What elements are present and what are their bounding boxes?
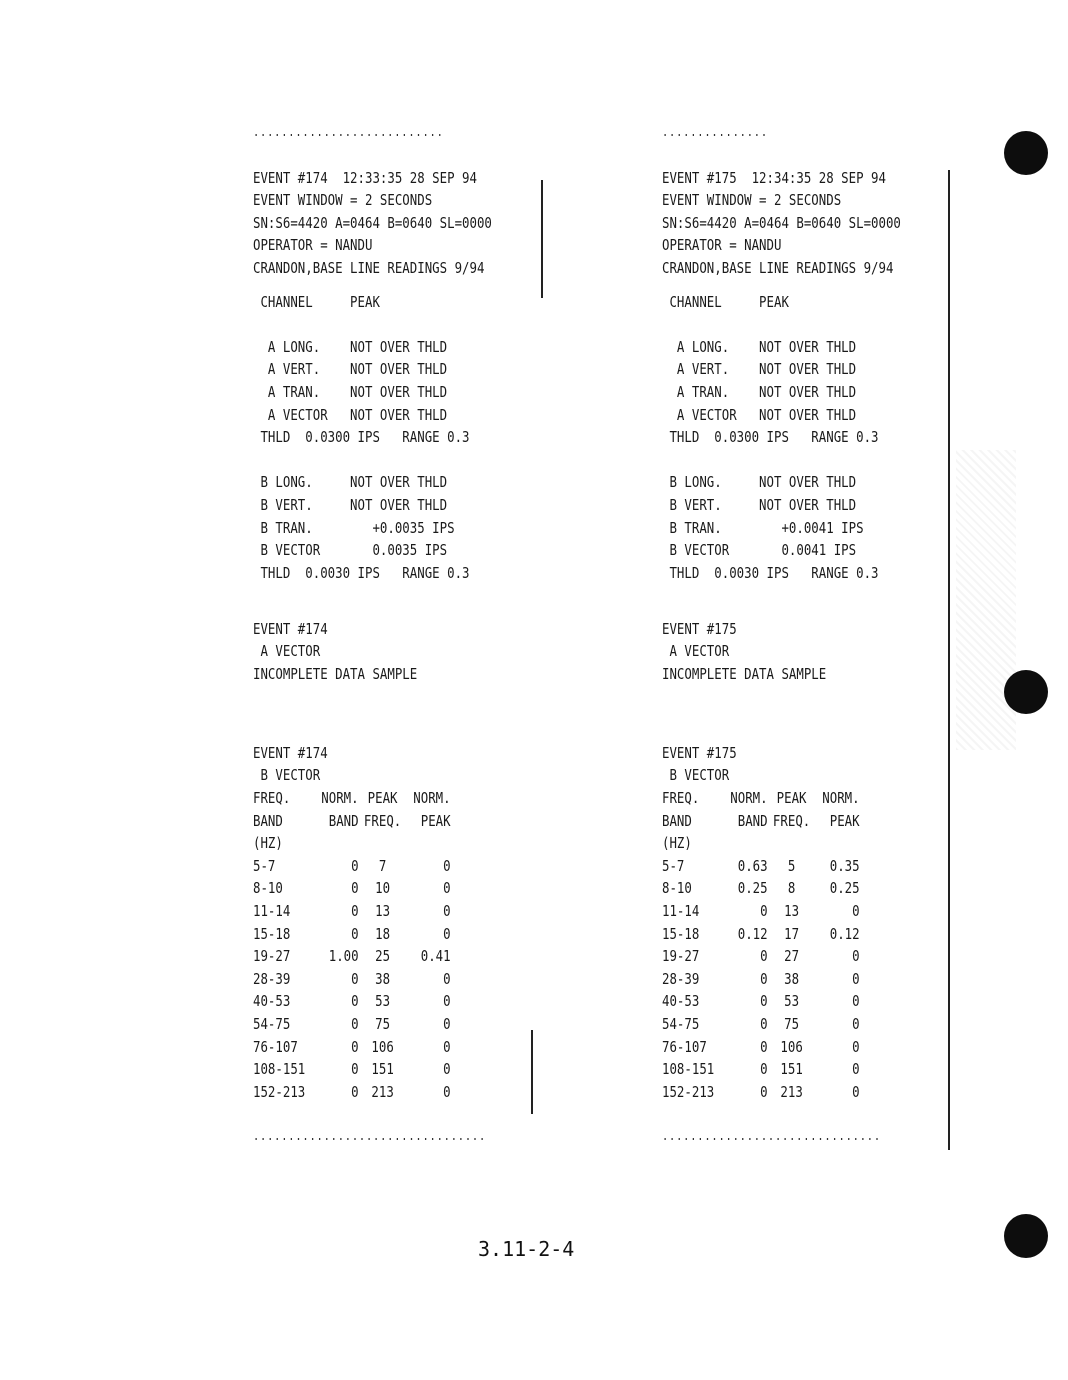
a-threshold-line: THLD 0.0300 IPS RANGE 0.3 [253, 428, 470, 447]
b-long-reading: B LONG. NOT OVER THLD [253, 473, 448, 492]
freq-header-row: BAND BAND FREQ. PEAK [662, 811, 860, 830]
freq-header-row: FREQ. NORM. PEAK NORM. [662, 789, 860, 808]
tear-dots-top: ........................... [253, 125, 444, 140]
freq-header-row: (HZ) [253, 834, 283, 853]
a-vector-label: A VECTOR [662, 642, 730, 661]
event-header: EVENT #175 12:34:35 28 SEP 94 [662, 168, 886, 187]
freq-row: 5-7 0 7 0 [253, 856, 451, 875]
a-vector-label: A VECTOR [253, 642, 321, 661]
freq-row: 11-14 0 13 0 [662, 902, 860, 920]
location-line: CRANDON,BASE LINE READINGS 9/94 [253, 258, 485, 277]
freq-row: 15-18 0 18 0 [253, 924, 451, 943]
a-vector-reading: A VECTOR NOT OVER THLD [253, 405, 448, 424]
b-threshold-line: THLD 0.0030 IPS RANGE 0.3 [662, 563, 879, 582]
serial-line: SN:S6=4420 A=0464 B=0640 SL=0000 [253, 213, 492, 232]
freq-row: 152-213 0 213 0 [253, 1082, 451, 1101]
freq-header-row: FREQ. NORM. PEAK NORM. [253, 789, 451, 808]
strip-edge-line [948, 170, 950, 1150]
channel-peak-header: CHANNEL PEAK [253, 292, 380, 311]
tear-dots-bottom: ............................... [662, 1128, 881, 1144]
freq-row: 5-7 0.63 5 0.35 [662, 856, 860, 875]
b-long-reading: B LONG. NOT OVER THLD [662, 473, 857, 492]
strip-edge-line [541, 180, 543, 298]
freq-row: 15-18 0.12 17 0.12 [662, 924, 860, 943]
b-tran-reading: B TRAN. +0.0035 IPS [253, 518, 455, 537]
freq-row: 54-75 0 75 0 [662, 1014, 860, 1033]
b-event-title: EVENT #174 [253, 743, 328, 762]
binder-hole [1004, 131, 1048, 175]
operator-line: OPERATOR = NANDU [253, 236, 373, 255]
a-vector-reading: A VECTOR NOT OVER THLD [662, 405, 857, 424]
strip-edge-line [531, 1030, 533, 1114]
b-vector-reading: B VECTOR 0.0035 IPS [253, 541, 448, 560]
b-vert-reading: B VERT. NOT OVER THLD [662, 495, 857, 514]
freq-row: 108-151 0 151 0 [253, 1060, 451, 1079]
printout-strip-event-175 [662, 122, 924, 1149]
printout-strip-event-174 [253, 122, 515, 1149]
serial-line: SN:S6=4420 A=0464 B=0640 SL=0000 [662, 213, 901, 232]
freq-row: 28-39 0 38 0 [662, 969, 860, 988]
event-window: EVENT WINDOW = 2 SECONDS [662, 191, 842, 210]
event-window: EVENT WINDOW = 2 SECONDS [253, 191, 433, 210]
tear-dots-top: ............... [662, 125, 768, 140]
freq-header-row: (HZ) [662, 834, 692, 853]
b-threshold-line: THLD 0.0030 IPS RANGE 0.3 [253, 563, 470, 582]
freq-row: 40-53 0 53 0 [662, 992, 860, 1011]
a-event-title: EVENT #174 [253, 619, 328, 638]
b-vector-label: B VECTOR [662, 766, 730, 785]
scan-noise [956, 450, 1016, 750]
a-tran-reading: A TRAN. NOT OVER THLD [253, 382, 448, 401]
freq-row: 108-151 0 151 0 [662, 1060, 860, 1079]
b-vector-label: B VECTOR [253, 766, 321, 785]
b-tran-reading: B TRAN. +0.0041 IPS [662, 518, 864, 537]
binder-hole [1004, 670, 1048, 714]
b-vector-reading: B VECTOR 0.0041 IPS [662, 541, 857, 560]
binder-hole [1004, 1214, 1048, 1258]
a-vert-reading: A VERT. NOT OVER THLD [253, 360, 448, 379]
a-long-reading: A LONG. NOT OVER THLD [253, 337, 448, 356]
a-vert-reading: A VERT. NOT OVER THLD [662, 360, 857, 379]
a-threshold-line: THLD 0.0300 IPS RANGE 0.3 [662, 428, 879, 447]
freq-row: 76-107 0 106 0 [662, 1037, 860, 1056]
tear-dots-bottom: ................................. [253, 1128, 487, 1144]
a-tran-reading: A TRAN. NOT OVER THLD [662, 382, 857, 401]
freq-row: 8-10 0 10 0 [253, 879, 451, 898]
channel-peak-header: CHANNEL PEAK [662, 292, 789, 311]
freq-row: 19-27 0 27 0 [662, 947, 860, 966]
operator-line: OPERATOR = NANDU [662, 236, 782, 255]
a-event-title: EVENT #175 [662, 619, 737, 638]
freq-row: 152-213 0 213 0 [662, 1082, 860, 1101]
event-header: EVENT #174 12:33:35 28 SEP 94 [253, 168, 477, 187]
a-long-reading: A LONG. NOT OVER THLD [662, 337, 857, 356]
incomplete-sample-note: INCOMPLETE DATA SAMPLE [253, 665, 418, 684]
freq-header-row: BAND BAND FREQ. PEAK [253, 811, 451, 830]
freq-row: 19-27 1.00 25 0.41 [253, 947, 451, 966]
freq-row: 76-107 0 106 0 [253, 1037, 451, 1056]
location-line: CRANDON,BASE LINE READINGS 9/94 [662, 258, 894, 277]
freq-row: 8-10 0.25 8 0.25 [662, 879, 860, 898]
freq-row: 40-53 0 53 0 [253, 992, 451, 1011]
page-number: 3.11-2-4 [478, 1237, 575, 1261]
freq-row: 28-39 0 38 0 [253, 969, 451, 988]
freq-row: 54-75 0 75 0 [253, 1014, 451, 1033]
incomplete-sample-note: INCOMPLETE DATA SAMPLE [662, 665, 827, 684]
b-event-title: EVENT #175 [662, 743, 737, 762]
freq-row: 11-14 0 13 0 [253, 902, 451, 920]
b-vert-reading: B VERT. NOT OVER THLD [253, 495, 448, 514]
